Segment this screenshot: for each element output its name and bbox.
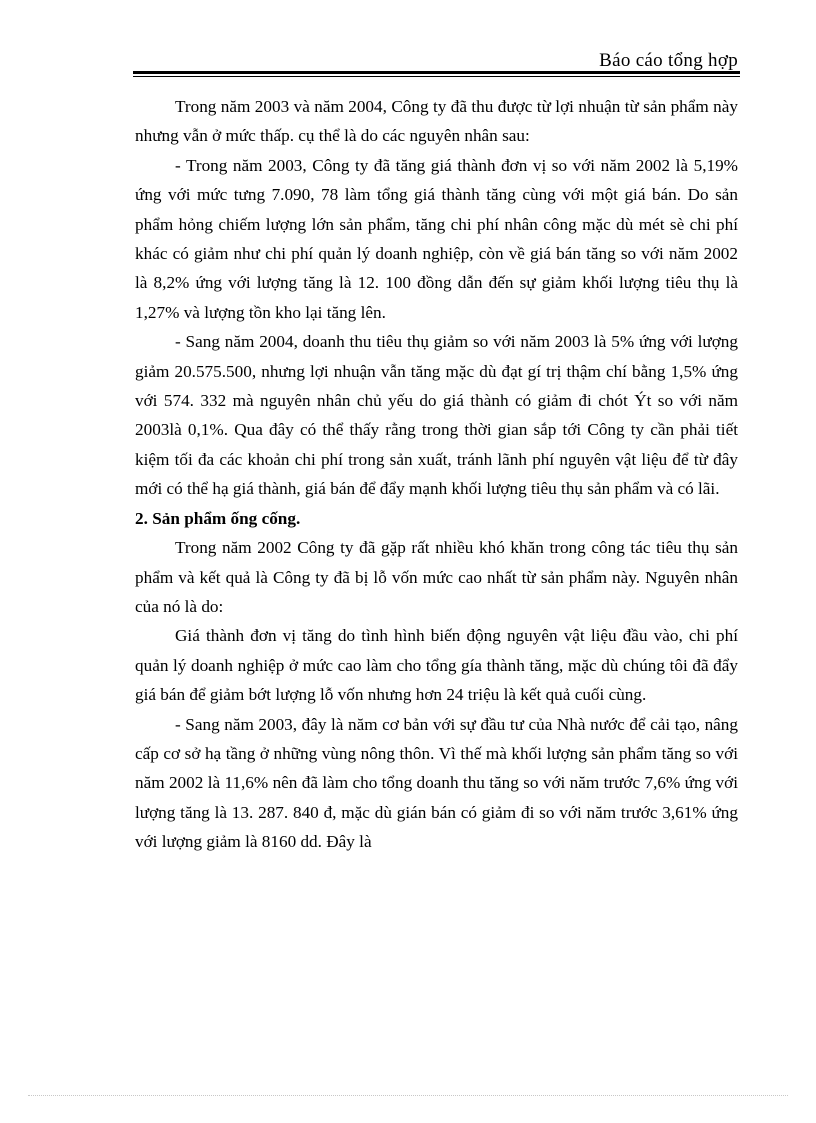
paragraph: - Sang năm 2004, doanh thu tiêu thụ giảm so với năm 2003 là 5% ứng với lượng giảm 20.575.500, nhưng lợi nhuận vẫn tăng mặc dù đạt gí trị thậm chí bằng 1,5% ứng với 574. 332 mà nguyên nhân chủ yếu do giá thành có giảm đi chót Ýt so với năm 2003là 0,1%. Qua đây có thể thấy rằng trong thời gian sắp tới Công ty cần phải tiết kiệm tối đa các khoản chi phí trong sản xuất, tránh lãnh phí nguyên vật liệu để từ đây mới có thể hạ giá thành, giá bán để đẩy mạnh khối lượng tiêu thụ sản phẩm và có lãi. xyxy=(135,332,738,499)
header-rule-thick xyxy=(133,71,740,74)
paragraph: Trong năm 2002 Công ty đã gặp rất nhiều khó khăn trong công tác tiêu thụ sản phẩm và kết quả là Công ty đã bị lỗ vốn mức cao nhất từ sản phẩm này. Nguyên nhân của nó là do: xyxy=(135,538,738,616)
paragraph: Giá thành đơn vị tăng do tình hình biến động nguyên vật liệu đầu vào, chi phí quản lý doanh nghiệp ở mức cao làm cho tổng gía thành tăng, mặc dù chúng tôi đã đẩy giá bán để giảm bớt lượng lỗ vốn nhưng hơn 24 triệu là kết quả cuối cùng. xyxy=(135,626,738,705)
paragraph: Trong năm 2003 và năm 2004, Công ty đã thu được từ lợi nhuận từ sản phẩm này nhưng vẫn ở mức thấp. cụ thể là do các nguyên nhân sau: xyxy=(135,97,738,146)
header-rule-thin xyxy=(133,76,740,77)
section-heading: 2. Sản phẩm ống cống. xyxy=(135,508,301,528)
page-bottom-divider xyxy=(28,1095,788,1096)
body-text xyxy=(135,92,738,857)
header-title: Báo cáo tổng hợp xyxy=(599,50,738,71)
paragraph: - Trong năm 2003, Công ty đã tăng giá thành đơn vị so với năm 2002 là 5,19% ứng với mức tưng 7.090, 78 làm tổng giá thành tăng cùng với một giá bán. Do sản phẩm hỏng chiếm lượng lớn sản phẩm, tăng chi phí nhân công mặc dù mét sè chi phí khác có giảm như chi phí quản lý doanh nghiệp, còn về giá bán tăng so với năm 2002 là 8,2% ứng với lượng tăng là 12. 100 đồng dẫn đến sự giảm khối lượng tiêu thụ là 1,27% và lượng tồn kho lại tăng lên. xyxy=(135,155,738,322)
paragraph: - Sang năm 2003, đây là năm cơ bản với sự đầu tư của Nhà nước để cải tạo, nâng cấp cơ sở hạ tầng ở những vùng nông thôn. Vì thế mà khối lượng sản phẩm tăng so với năm 2002 là 11,6% nên đã làm cho tổng doanh thu tăng so với năm trước 7,6% ứng với lượng tăng là 13. 287. 840 đ, mặc dù gián bán có giảm đi so với năm trước 3,61% ứng với lượng giảm là 8160 dd. Đây là xyxy=(135,714,738,852)
